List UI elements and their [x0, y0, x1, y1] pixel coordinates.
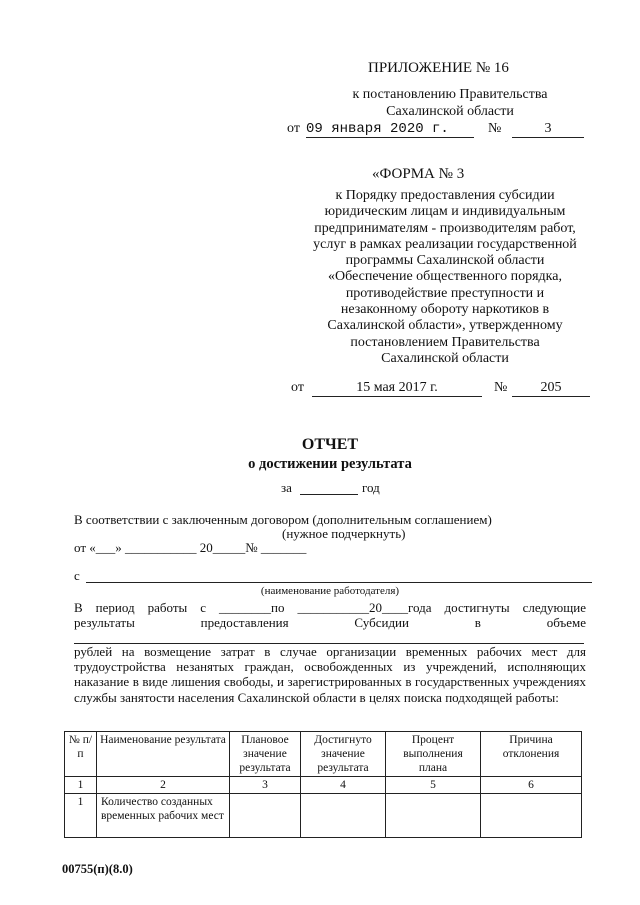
- form-number-label: №: [494, 380, 508, 395]
- form-line: «Обеспечение общественного порядка,: [328, 269, 562, 285]
- form-line: юридическим лицам и индивидуальным: [324, 204, 566, 220]
- form-from-label: от: [291, 380, 304, 395]
- period-line-2: результаты предоставления Субсидии в объеме: [74, 615, 586, 630]
- contract-date-line: от «___» ___________ 20_____№ _______: [74, 540, 307, 555]
- number-cell: 2: [97, 777, 230, 794]
- results-table: [64, 731, 582, 838]
- appendix-title: ПРИЛОЖЕНИЕ № 16: [368, 60, 509, 76]
- contract-text: В соответствии с заключенным договором (дополнительным соглашением): [74, 512, 492, 527]
- form-line: Сахалинской области», утвержденному: [327, 318, 563, 334]
- footer-code: 00755(п)(8.0): [62, 862, 133, 876]
- number-cell: 6: [481, 777, 582, 794]
- form-line: программы Сахалинской области: [345, 253, 545, 269]
- table-number-row: [65, 777, 582, 794]
- row-reason[interactable]: [481, 794, 582, 838]
- decree-number-label: №: [488, 121, 502, 136]
- form-date: 15 мая 2017 г.: [312, 380, 482, 397]
- year-field[interactable]: [300, 494, 358, 495]
- row-achieved[interactable]: [301, 794, 386, 838]
- employer-caption: (наименование работодателя): [260, 585, 400, 597]
- form-number: 205: [512, 380, 590, 397]
- form-line: противодействие преступности и: [345, 285, 545, 301]
- form-line: услуг в рамках реализации государственной: [313, 236, 577, 252]
- decree-number: 3: [512, 121, 584, 138]
- decree-line-2: Сахалинской области: [386, 104, 514, 119]
- number-cell: 3: [230, 777, 301, 794]
- with-label: с: [74, 568, 80, 583]
- row-percent[interactable]: [386, 794, 481, 838]
- number-cell: 5: [386, 777, 481, 794]
- form-line: постановлением Правительства: [350, 334, 540, 350]
- number-cell: 4: [301, 777, 386, 794]
- header-cell: Достигнуто значение результата: [301, 732, 386, 777]
- form-line: незаконному обороту наркотиков в: [340, 302, 550, 318]
- row-number: 1: [65, 794, 97, 838]
- period-line-1: В период работы с ________по ___________20____года достигнуты следующие: [74, 600, 586, 615]
- row-plan[interactable]: [230, 794, 301, 838]
- table-header-row: [65, 732, 582, 777]
- employer-field[interactable]: [86, 582, 592, 583]
- header-cell: № п/п: [65, 732, 97, 777]
- year-suffix: год: [362, 480, 380, 495]
- underline-hint: (нужное подчеркнуть): [282, 526, 406, 541]
- decree-from-label: от: [287, 121, 300, 136]
- report-title: ОТЧЕТ: [301, 436, 359, 453]
- header-cell: Причина отклонения: [481, 732, 582, 777]
- number-cell: 1: [65, 777, 97, 794]
- form-line: Сахалинской области: [381, 350, 509, 366]
- header-cell: Процент выполнения плана: [386, 732, 481, 777]
- header-cell: Плановое значение результата: [230, 732, 301, 777]
- table-row: [65, 794, 582, 838]
- form-line: к Порядку предоставления субсидии: [335, 188, 555, 203]
- decree-date: 09 января 2020 г.: [306, 121, 474, 138]
- main-paragraph: рублей на возмещение затрат в случае организации временных рабочих мест для трудоустройства незанятых граждан, освобожденных из учреждений, исполняющих наказание в виде лишения свободы, и зарегистрированных в государственных учреждениях службы занятости населения Сахалинской области в целях поиска подходящей работы:: [74, 644, 586, 705]
- year-prefix: за: [281, 480, 292, 495]
- form-title: «ФОРМА № 3: [372, 166, 465, 182]
- decree-line-1: к постановлению Правительства: [352, 87, 548, 102]
- header-cell: Наименование результата: [97, 732, 230, 777]
- form-description: [290, 188, 600, 367]
- row-name: Количество созданных временных рабочих мест: [97, 794, 230, 838]
- report-subtitle: о достижении результата: [248, 456, 412, 472]
- form-line: предпринимателям - производителям работ,: [314, 220, 576, 236]
